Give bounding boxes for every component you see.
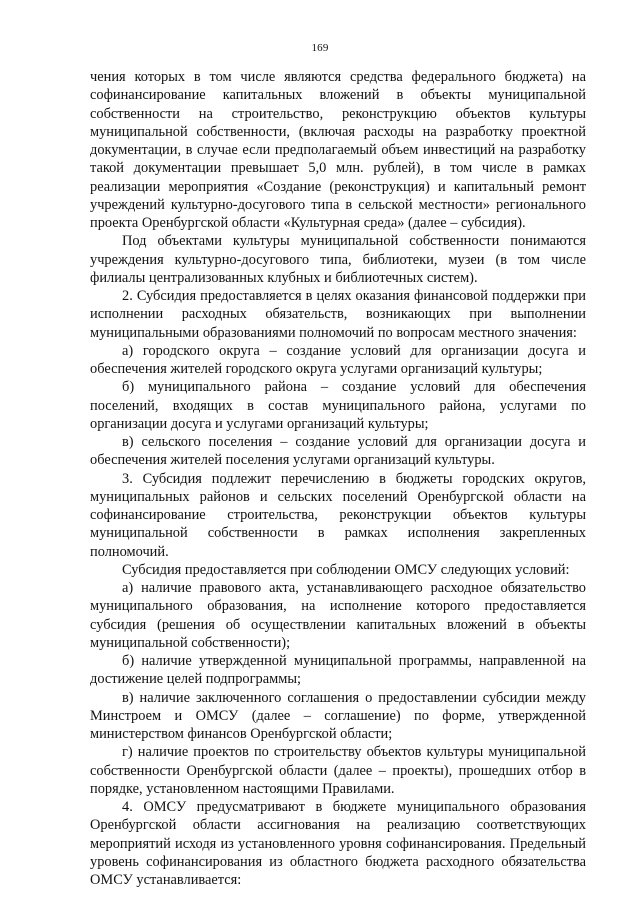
paragraph-condition-c: в) наличие заключенного соглашения о предоставлении субсидии между Минстроем и ОМСУ (далее – соглашение) по форме, утвержденной министерством финансов Оренбургской области; [90,689,586,742]
paragraph-condition-d: г) наличие проектов по строительству объектов культуры муниципальной собственности Оренбургской области (далее – проекты), прошедших отбор в порядке, установленном настоящими Правилами. [90,744,586,797]
paragraph-condition-b: б) наличие утвержденной муниципальной программы, направленной на достижение целей подпрограммы; [90,653,586,688]
paragraph-2b-municipal-district: б) муниципального района – создание условий для обеспечения поселений, входящих в состав муниципального района, услугами по организации досуга и услугами организаций культуры; [90,379,586,432]
paragraph-culture-objects-definition: Под объектами культуры муниципальной собственности понимаются учреждения культурно-досугового типа, библиотеки, музеи (в том числе филиалы централизованных клубных и библиотечных систем). [90,233,586,286]
paragraph-2c-rural-settlement: в) сельского поселения – создание условий для организации досуга и обеспечения жителей поселения услугами организаций культуры. [90,434,586,469]
paragraph-condition-a: а) наличие правового акта, устанавливающего расходное обязательство муниципального образования, на исполнение которого предоставляется субсидия (решения об осуществлении капитальных вложений в объекты муниципальной собственности); [90,580,586,651]
page-number: 169 [311,42,329,54]
paragraph-2-subsidy-purpose: 2. Субсидия предоставляется в целях оказания финансовой поддержки при исполнении расходных обязательств, возникающих при выполнении муниципальными образованиями полномочий по вопросам местного значения: [90,288,586,341]
paragraph-2a-city-district: а) городского округа – создание условий для организации досуга и обеспечения жителей городского округа услугами организаций культуры; [90,342,586,377]
paragraph-continuation: чения которых в том числе являются средства федерального бюджета) на софинансирование капитальных вложений в объекты муниципальной собственности на строительство, реконструкцию объектов культуры муниципальной собственности, (включая расходы на разработку проектной документации, в случае если предполагаемый объем инвестиций на разработку такой документации превышает 5,0 млн. рублей), в том числе в рамках реализации мероприятия «Создание (реконструкция) и капитальный ремонт учреждений культурно-досугового типа в сельской местности» регионального проекта Оренбургской области «Культурная среда» (далее – субсидия). [90,69,586,231]
document-body [90,68,586,889]
paragraph-conditions-intro: Субсидия предоставляется при соблюдении ОМСУ следующих условий: [122,561,570,578]
paragraph-4-cofinancing: 4. ОМСУ предусматривают в бюджете муниципального образования Оренбургской области ассигнования на реализацию соответствующих мероприятий исходя из установленного уровня софинансирования. Предельный уровень софинансирования из областного бюджета расходного обязательства ОМСУ устанавливается: [90,799,586,888]
paragraph-3-transfer: 3. Субсидия подлежит перечислению в бюджеты городских округов, муниципальных районов и сельских поселений Оренбургской области на софинансирование строительства, реконструкции объектов культуры муниципальной собственности в рамках исполнения закрепленных полномочий. [90,470,586,560]
